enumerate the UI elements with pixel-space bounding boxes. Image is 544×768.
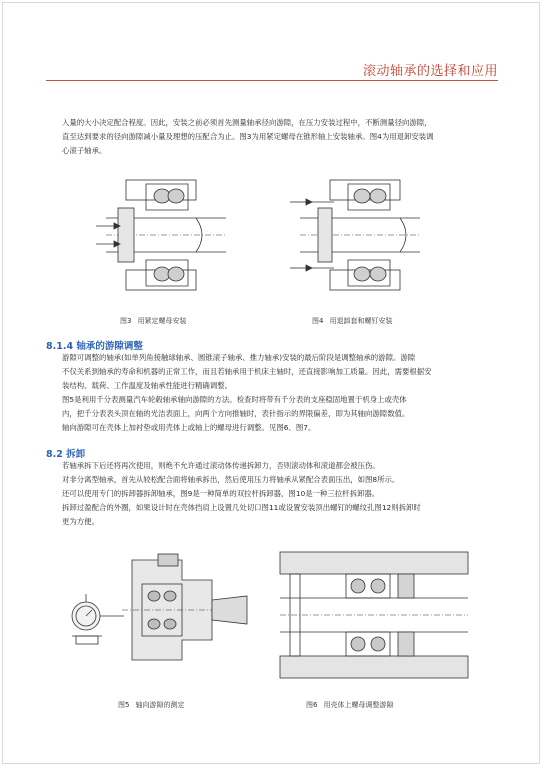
header-divider — [46, 80, 498, 81]
section-8-1-4-line-3: 装结构、载荷、工作温度及轴承性能进行精确调整。 — [62, 381, 232, 390]
figure-4-drawing — [290, 166, 430, 304]
section-8-2-line-5: 更为方便。 — [62, 517, 99, 526]
figure-3-drawing — [96, 166, 236, 304]
page-header-title: 滚动轴承的选择和应用 — [362, 64, 498, 79]
figure-3-number: 图3 — [120, 317, 132, 325]
figure-6-number: 图6 — [306, 701, 318, 709]
figure-4-label: 用退卸套和螺钉安装 — [329, 317, 393, 325]
section-8-1-4-line-2: 不仅关系到轴承的寿命和机器的正常工作，而且若轴承用于机床主轴时，还直接影响加工质量。因此，需要根据安 — [62, 367, 432, 376]
section-8-1-4-line-6: 轴向游隙可在壳体上加衬垫或用壳体上或轴上的螺母进行调整。见图6、图7。 — [62, 423, 316, 432]
section-8-2-heading: 8.2 拆卸 — [46, 449, 86, 460]
section-8-2-line-2: 对非分离型轴承，首先从较松配合面将轴承拆出，然后使用压力将轴承从紧配合表面压出，如图8所示。 — [62, 475, 400, 484]
figure-6-label: 用壳体上螺母调整游隙 — [323, 701, 394, 709]
figure-6-caption — [306, 700, 393, 710]
section-8-2-line-1: 若轴承拆下后还将再次使用，则绝不允许通过滚动体传递拆卸力，否则滚动体和滚道都会被压伤。 — [62, 461, 380, 470]
section-8-1-4-line-4: 图5是利用千分表测量汽车轮毂轴承轴向游隙的方法。检查时将带有千分表的支座稳固地置于机身上或壳体 — [62, 395, 407, 404]
figure-5-drawing — [62, 540, 252, 680]
intro-line-3: 心滚子轴承。 — [62, 146, 107, 155]
figure-3-label: 用紧定螺母安装 — [137, 317, 187, 325]
section-8-2-line-4: 拆卸过盈配合的外圈，如果设计时在壳体挡肩上设置几处切口图11或设置安装顶出螺钉的螺纹孔图12则拆卸时 — [62, 503, 421, 512]
figure-4-number: 图4 — [312, 317, 324, 325]
figure-3-caption — [120, 316, 186, 326]
intro-line-2: 直至达到要求的径向游隙减小量及理想的压配合为止。图3为用紧定螺母在锥形轴上安装轴承。图4为用退卸安装调 — [62, 132, 434, 141]
figure-5-caption — [118, 700, 184, 710]
figure-6-drawing — [276, 548, 472, 682]
figure-4-caption — [312, 316, 392, 326]
intro-line-1: 入量的大小决定配合程度。因此，安装之前必须首先测量轴承径向游隙，在压力安装过程中，不断测量径向游隙， — [62, 118, 432, 127]
section-8-2-line-3: 还可以使用专门的拆卸器拆卸轴承，图9是一种简单的双拉杆拆卸器，图10是一种三拉杆拆卸器。 — [62, 489, 380, 498]
section-8-1-4-line-5: 内，把千分表表头顶在轴的光洁表面上，向两个方向推轴时，表针指示的界限偏差，即为其轴向游隙数值。 — [62, 409, 410, 418]
figure-5-label: 轴向游隙的测定 — [135, 701, 185, 709]
section-8-1-4-heading: 8.1.4 轴承的游隙调整 — [46, 341, 143, 352]
figure-5-number: 图5 — [118, 701, 130, 709]
section-8-1-4-line-1: 游隙可调整的轴承(如单列角接触球轴承、圆锥滚子轴承、推力轴承)安装的最后阶段是调整轴承的游隙。游隙 — [62, 353, 416, 362]
